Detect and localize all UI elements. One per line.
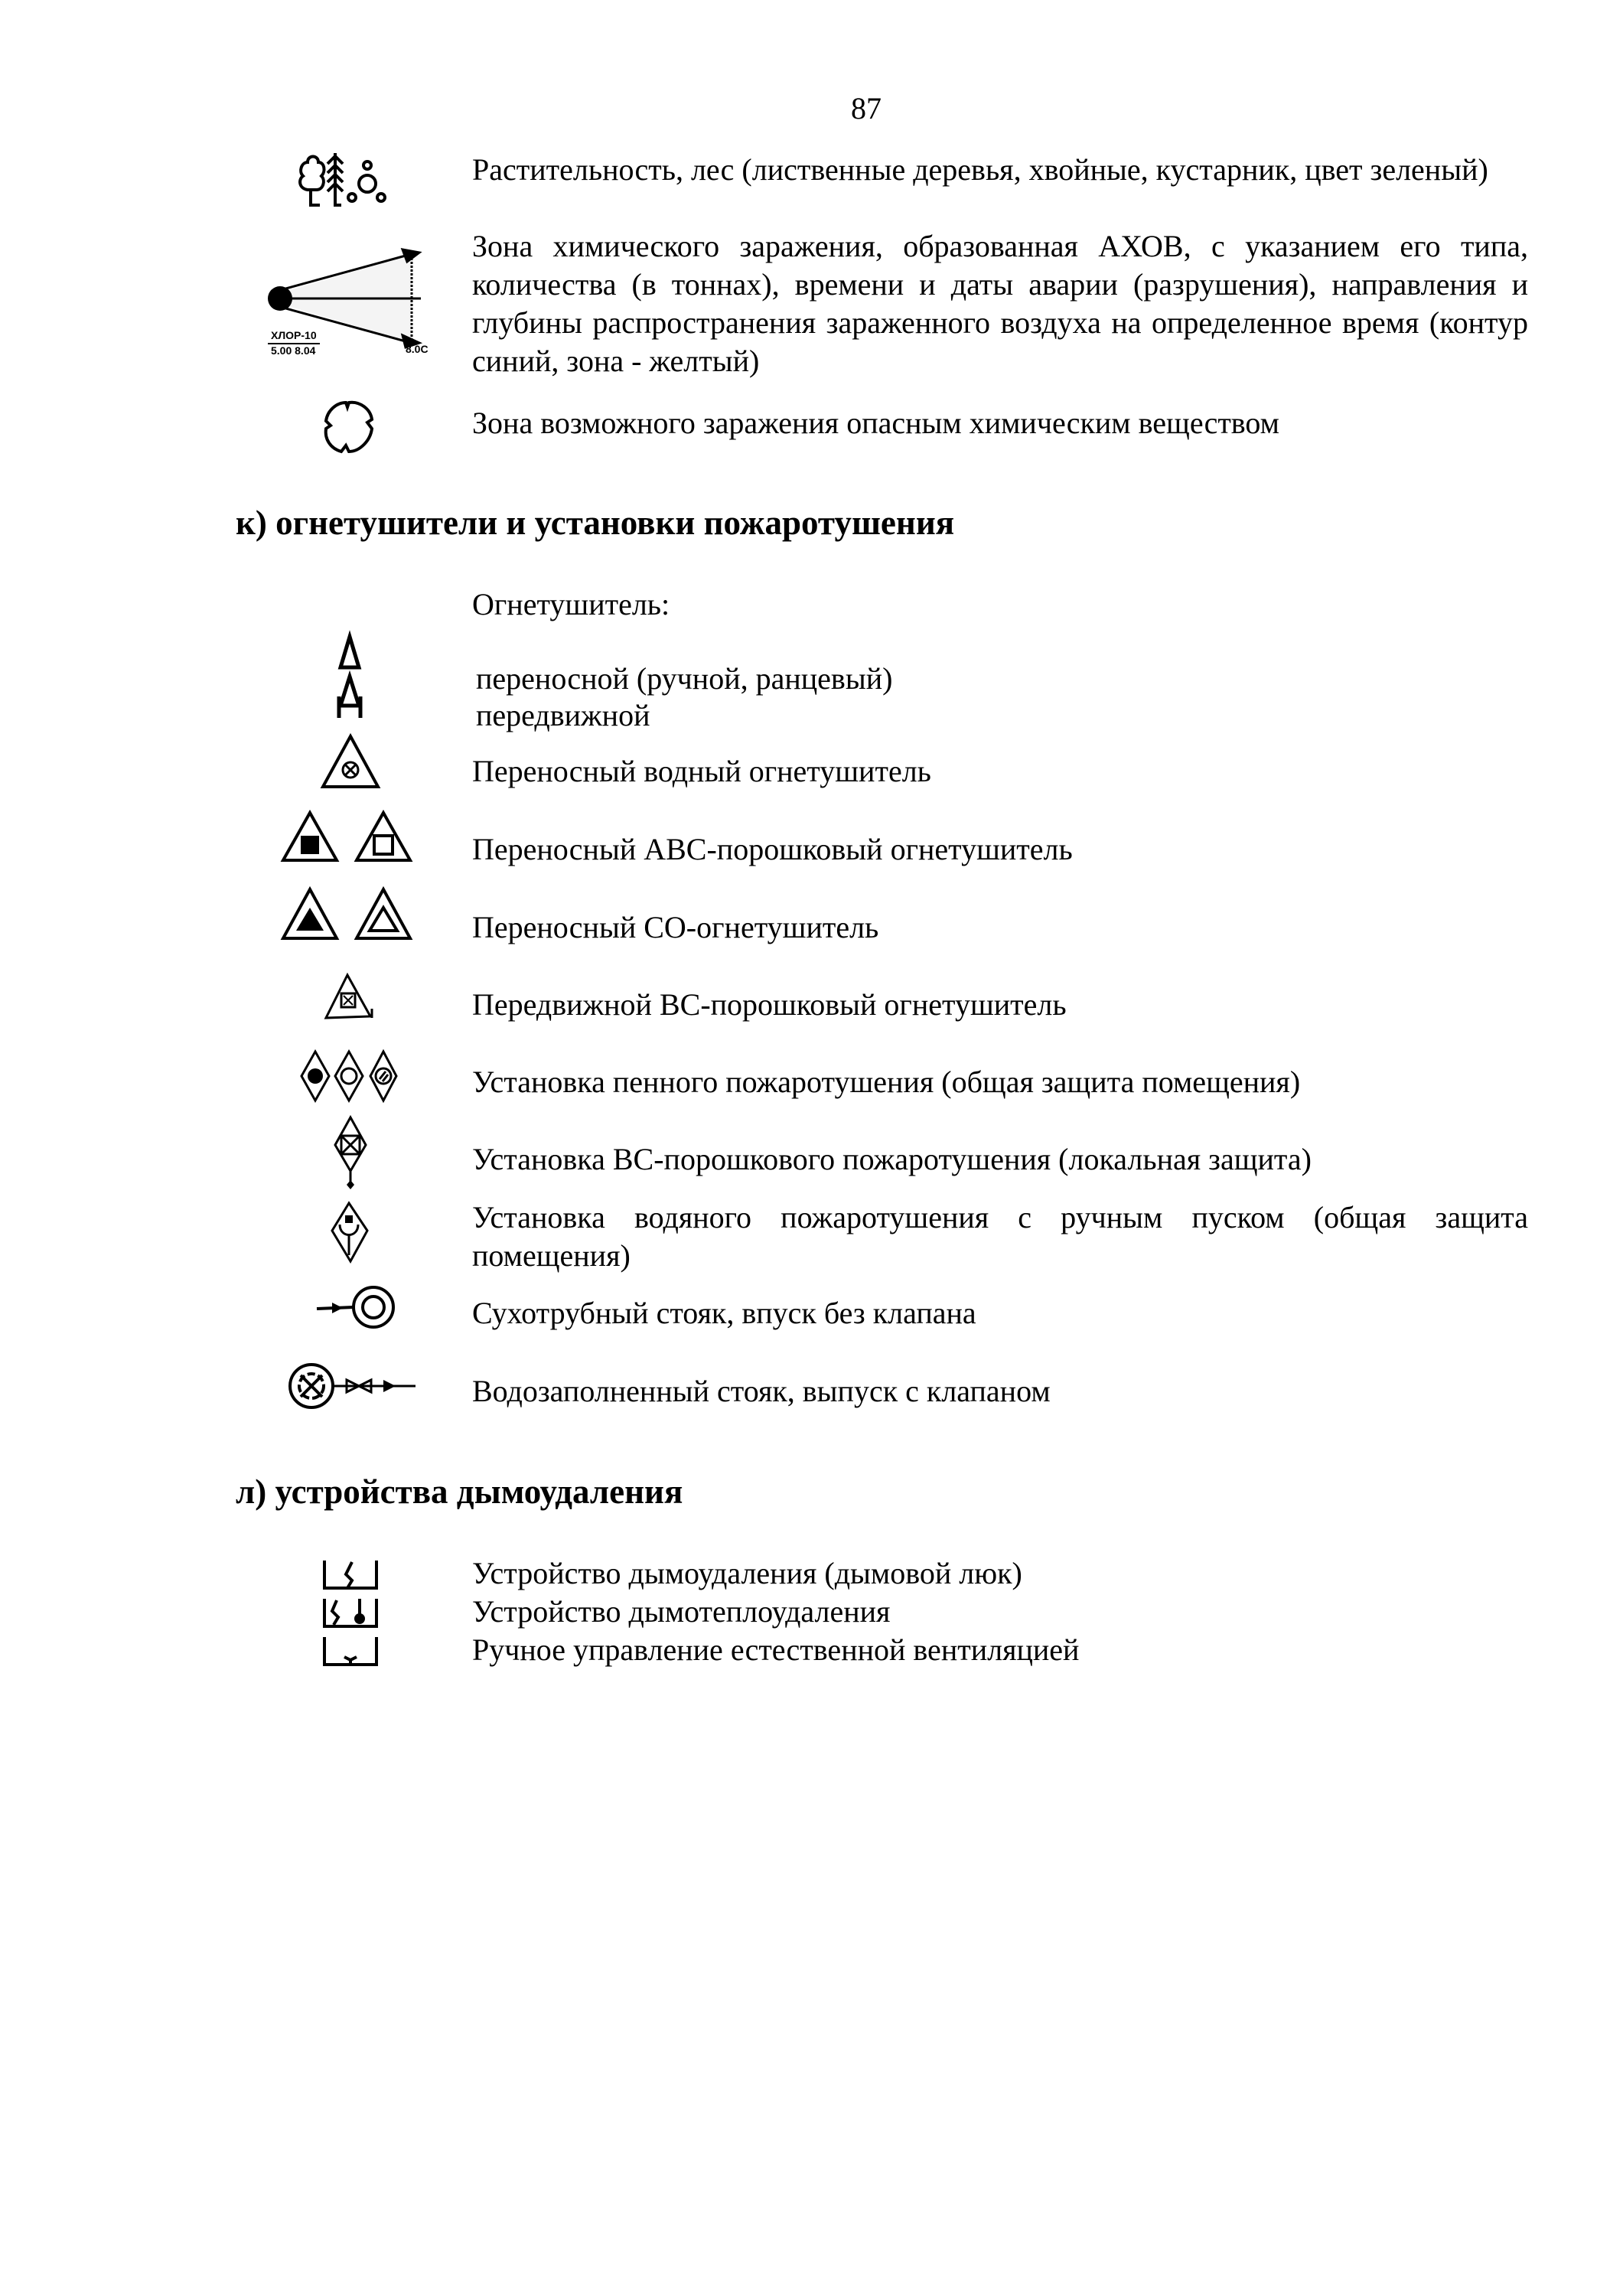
zone-time-date-label: 5.00 8.04 (271, 344, 316, 357)
section-l-item-text: Устройство дымотеплоудаления (472, 1594, 891, 1629)
section-k-item-text: Установка пенного пожаротушения (общая защита помещения) (472, 1065, 1301, 1099)
section-k-item-text: Передвижной ВС-порошковый огнетушитель (472, 987, 1067, 1022)
zone-end-time-label: 8.0С (406, 343, 429, 355)
section-k-item-text: переносной (ручной, ранцевый) (476, 661, 893, 696)
vegetation-forest-icon (297, 150, 404, 211)
portable-water-extinguisher-icon (320, 733, 381, 791)
section-l-item-text: Устройство дымоудаления (дымовой люк) (472, 1556, 1022, 1590)
portable-extinguisher-icon (338, 634, 361, 672)
section-k-item-text: Установка водяного пожаротушения с ручным пуском (общая защита помещения) (472, 1200, 1528, 1273)
mobile-bc-powder-extinguisher-icon (324, 972, 375, 1022)
foam-extinguishing-installation-icon (298, 1050, 406, 1104)
intro-item-text: Растительность, лес (лиственные деревья, хвойные, кустарник, цвет зеленый) (472, 152, 1488, 187)
water-installation-manual-start-icon (331, 1202, 370, 1264)
intro-item-text: Зона возможного заражения опасным химическим веществом (472, 406, 1279, 440)
section-k-item-text: Сухотрубный стояк, впуск без клапана (472, 1296, 976, 1330)
section-k-item-text: Переносный водный огнетушитель (472, 754, 931, 788)
section-k-item-text: Водозаполненный стояк, выпуск с клапаном (472, 1374, 1051, 1408)
page-number: 87 (851, 91, 882, 126)
section-heading-l: л) устройства дымоудаления (236, 1473, 683, 1511)
section-k-subheading: Огнетушитель: (472, 587, 670, 621)
smoke-hatch-icon (320, 1557, 381, 1593)
section-heading-k: к) огнетушители и установки пожаротушения (236, 504, 955, 542)
portable-abc-powder-extinguisher-icon (282, 810, 419, 863)
mobile-extinguisher-icon (337, 673, 363, 719)
section-k-item-text: Установка ВС-порошкового пожаротушения (локальная защита) (472, 1142, 1312, 1176)
section-k-item-text: Переносный СО-огнетушитель (472, 910, 879, 944)
bc-powder-installation-icon (332, 1116, 369, 1189)
zone-agent-label: ХЛОР-10 (268, 329, 320, 344)
possible-contamination-zone-icon (320, 398, 378, 456)
section-k-item-text: Переносный АВС-порошковый огнетушитель (472, 832, 1073, 866)
section-k-item-text: передвижной (476, 698, 650, 732)
smoke-heat-exhaust-icon (320, 1596, 381, 1631)
intro-item-text: Зона химического заражения, образованная АХОВ, с указанием его типа, количества (в тоннах), времени и даты аварии (разрушения), направления и глубины распространения зараженного воздуха на определенное время (контур синий, зона - желтый) (472, 229, 1528, 378)
portable-co-extinguisher-icon (282, 886, 419, 941)
wet-riser-icon (287, 1358, 421, 1414)
manual-natural-ventilation-icon (320, 1634, 381, 1669)
section-l-item-text: Ручное управление естественной вентиляцией (472, 1632, 1080, 1667)
dry-riser-icon (314, 1283, 398, 1332)
